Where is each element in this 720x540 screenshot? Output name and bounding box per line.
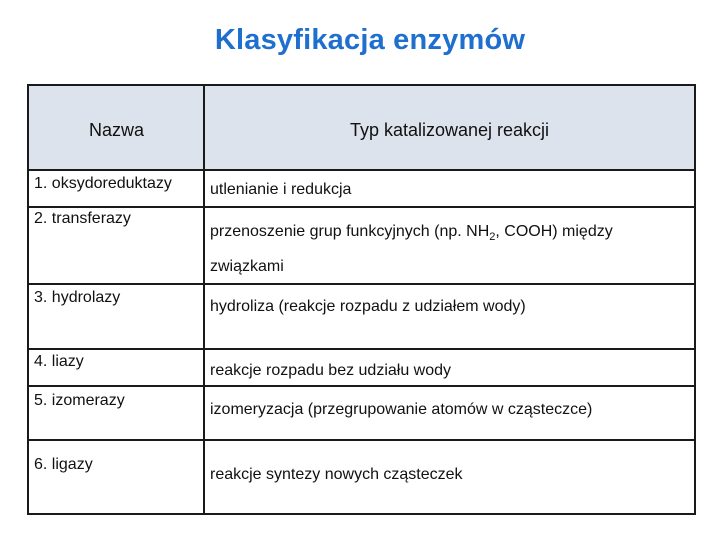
row-4-type: reakcje rozpadu bez udziału wody	[210, 362, 452, 379]
row-5-type: izomeryzacja (przegrupowanie atomów w cząsteczce)	[210, 401, 593, 418]
row-2-type-subscript: 2	[489, 231, 496, 244]
header-name: Nazwa	[88, 120, 145, 140]
row-divider	[29, 283, 694, 285]
row-divider	[29, 348, 694, 350]
row-5-name: 5. izomerazy	[34, 392, 125, 409]
column-divider	[203, 86, 205, 513]
header-reaction-type: Typ katalizowanej reakcji	[349, 120, 550, 140]
row-4-name: 4. liazy	[34, 353, 84, 370]
page-title: Klasyfikacja enzymów	[214, 24, 526, 56]
row-2-type-line2: związkami	[210, 258, 284, 275]
row-divider	[29, 206, 694, 208]
row-3-type: hydroliza (reakcje rozpadu z udziałem wody)	[210, 298, 526, 315]
row-2-type	[210, 215, 613, 254]
row-6-name: 6. ligazy	[34, 456, 93, 473]
row-divider	[29, 439, 694, 441]
row-1-type: utlenianie i redukcja	[210, 181, 352, 198]
row-2-name: 2. transferazy	[34, 210, 131, 227]
row-3-name: 3. hydrolazy	[34, 289, 121, 306]
enzyme-classification-table	[27, 84, 696, 515]
table-header-row	[29, 86, 694, 171]
row-6-type: reakcje syntezy nowych cząsteczek	[210, 466, 463, 483]
row-2-type-text-cont: , COOH) między	[495, 223, 613, 240]
row-2-type-text: przenoszenie grup funkcyjnych (np. NH	[210, 223, 490, 240]
row-1-name: 1. oksydoreduktazy	[34, 175, 172, 192]
